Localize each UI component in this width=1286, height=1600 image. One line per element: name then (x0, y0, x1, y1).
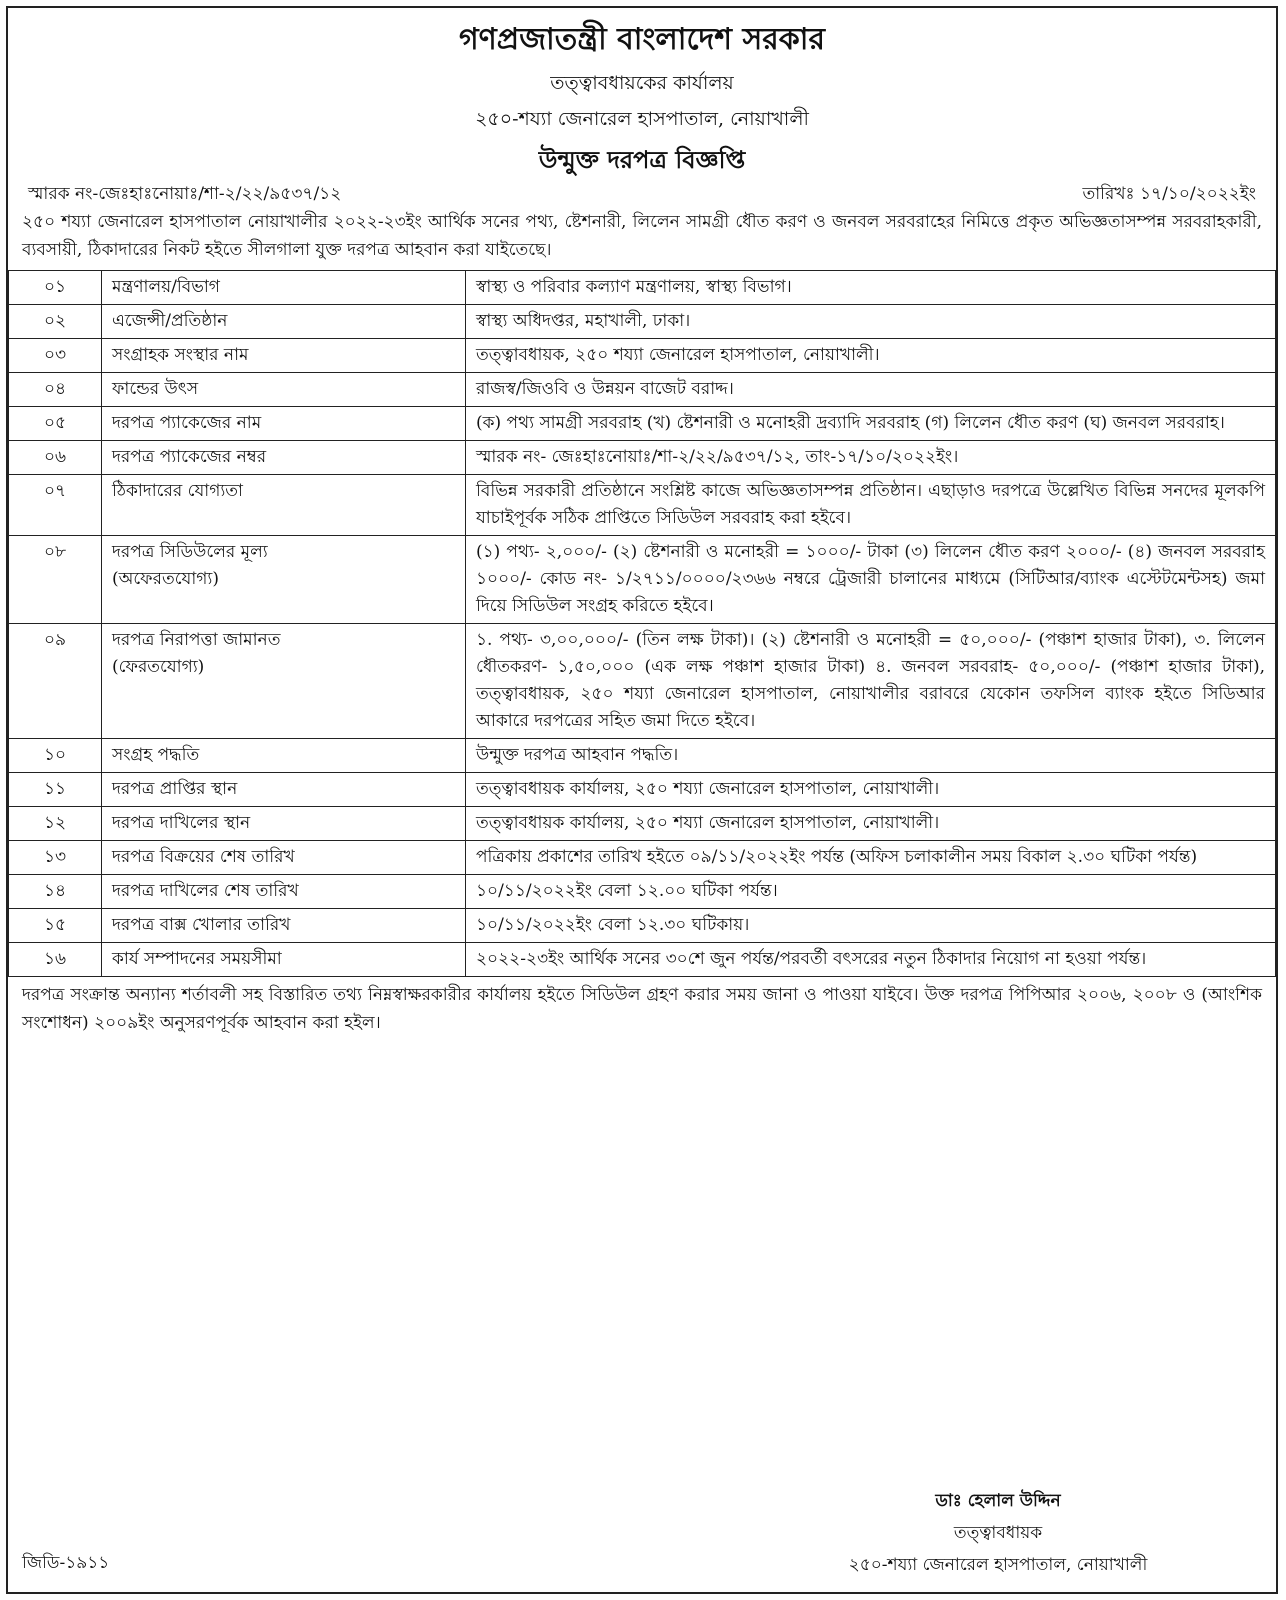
row-label: ফান্ডের উৎস (102, 373, 466, 407)
row-value: (১) পথ্য- ২,০০০/- (২) ষ্টেশনারী ও মনোহরী = ১০০০/- টাকা (৩) লিলেন ধৌত করণ ২০০০/- (৪) জনবল সরবরাহ ১০০০/- কোড নং- ১/২৭১১/০০০০/২৩৬৬ নম্বরে ট্রেজারী চালানের মাধ্যমে (সিটিআর/ব্যাংক এস্টেটমেন্টসহ) জমা দিয়ে সিডিউল সংগ্রহ করিতে হইবে। (466, 536, 1276, 624)
row-value: স্মারক নং- জেঃহাঃনোয়াঃ/শা-২/২২/৯৫৩৭/১২, তাং-১৭/১০/২০২২ইং। (466, 441, 1276, 475)
notice-date: তারিখঃ ১৭/১০/২০২২ইং (1082, 184, 1256, 204)
intro-paragraph: ২৫০ শয্যা জেনারেল হাসপাতাল নোয়াখালীর ২০২২-২৩ইং আর্থিক সনের পথ্য, ষ্টেশনারী, লিলেন সামগ্রী ধৌত করণ ও জনবল সরবরাহের নিমিত্তে প্রকৃত অভিজ্ঞতাসম্পন্ন সরবরাহকারী, ব্যবসায়ী, ঠিকাদারের নিকট হইতে সীলগালা যুক্ত দরপত্র আহবান করা যাইতেছে। (22, 212, 1262, 260)
row-number: ১০ (9, 739, 102, 773)
row-number: ০৩ (9, 339, 102, 373)
table-row (9, 807, 1276, 841)
row-label: এজেন্সী/প্রতিষ্ঠান (102, 305, 466, 339)
row-value: স্বাস্থ্য ও পরিবার কল্যাণ মন্ত্রণালয়, স্বাস্থ্য বিভাগ। (466, 271, 1276, 305)
row-label: দরপত্র সিডিউলের মূল্য (112, 542, 268, 562)
gd-number: জিডি-১৯১১ (22, 1553, 110, 1573)
row-number: ০৭ (9, 475, 102, 536)
notice-title: উন্মুক্ত দরপত্র বিজ্ঞপ্তি (538, 145, 746, 174)
row-label-note: (ফেরতযোগ্য) (112, 657, 205, 677)
row-value: ১. পথ্য- ৩,০০,০০০/- (তিন লক্ষ টাকা)। (২) ষ্টেশনারী ও মনোহরী = ৫০,০০০/- (পঞ্চাশ হাজার টাকা), ৩. লিলেন ধৌতকরণ- ১,৫০,০০০ (এক লক্ষ পঞ্চাশ হাজার টাকা) ৪. জনবল সরবরাহ- ৫০,০০০/- (পঞ্চাশ হাজার টাকা), তত্ত্বাবধায়ক, ২৫০ শয্যা জেনারেল হাসপাতাল, নোয়াখালীর বরাবরে যেকোন তফসিল ব্যাংক হইতে সিডিআর আকারে দরপত্রের সহিত জমা দিতে হইবে। (466, 624, 1276, 739)
table-row (9, 339, 1276, 373)
tender-notice (6, 6, 1278, 1594)
table-row (9, 875, 1276, 909)
reference-row (8, 176, 1276, 206)
row-label: দরপত্র প্যাকেজের নম্বর (102, 441, 466, 475)
row-label: দরপত্র বাক্স খোলার তারিখ (102, 909, 466, 943)
row-number: ০৮ (9, 536, 102, 624)
table-row (9, 271, 1276, 305)
row-label: সংগ্রাহক সংস্থার নাম (102, 339, 466, 373)
row-label-cell (102, 624, 466, 739)
row-label-cell (102, 536, 466, 624)
row-number: ০১ (9, 271, 102, 305)
row-value: তত্ত্বাবধায়ক কার্যালয়, ২৫০ শয্যা জেনারেল হাসপাতাল, নোয়াখালী। (466, 807, 1276, 841)
row-label: দরপত্র দাখিলের শেষ তারিখ (102, 875, 466, 909)
row-value: রাজস্ব/জিওবি ও উন্নয়ন বাজেট বরাদ্দ। (466, 373, 1276, 407)
row-label: কার্য সম্পাদনের সময়সীমা (102, 943, 466, 977)
row-value: ২০২২-২৩ইং আর্থিক সনের ৩০শে জুন পর্যন্ত/পরবর্তী বৎসরের নতুন ঠিকাদার নিয়োগ না হওয়া পর্যন্ত। (466, 943, 1276, 977)
row-label: দরপত্র প্রাপ্তির স্থান (102, 773, 466, 807)
row-label: দরপত্র প্যাকেজের নাম (102, 407, 466, 441)
hospital-name: ২৫০-শয্যা জেনারেল হাসপাতাল, নোয়াখালী (475, 108, 809, 130)
row-label: দরপত্র দাখিলের স্থান (102, 807, 466, 841)
row-label: দরপত্র নিরাপত্তা জামানত (112, 630, 281, 650)
table-row (9, 943, 1276, 977)
table-row (9, 536, 1276, 624)
office-name: তত্ত্বাবধায়কের কার্যালয় (550, 72, 734, 94)
row-number: ১৫ (9, 909, 102, 943)
row-label: সংগ্রহ পদ্ধতি (102, 739, 466, 773)
table-row (9, 773, 1276, 807)
row-value: স্বাস্থ্য অধিদপ্তর, মহাখালী, ঢাকা। (466, 305, 1276, 339)
signatory-designation: তত্ত্বাবধায়ক (953, 1523, 1043, 1543)
memo-number: স্মারক নং-জেঃহাঃনোয়াঃ/শা-২/২২/৯৫৩৭/১২ (28, 184, 342, 204)
government-title: গণপ্রজাতন্ত্রী বাংলাদেশ সরকার (459, 22, 825, 57)
notice-header (8, 20, 1276, 176)
row-label-note: (অফেরতযোগ্য) (112, 569, 219, 589)
row-value: ১০/১১/২০২২ইং বেলা ১২.০০ ঘটিকা পর্যন্ত। (466, 875, 1276, 909)
row-value: (ক) পথ্য সামগ্রী সরবরাহ (খ) ষ্টেশনারী ও মনোহরী দ্রব্যাদি সরবরাহ (গ) লিলেন ধৌত করণ (ঘ) জনবল সরবরাহ। (466, 407, 1276, 441)
table-row (9, 305, 1276, 339)
row-value: ১০/১১/২০২২ইং বেলা ১২.৩০ ঘটিকায়। (466, 909, 1276, 943)
row-number: ০৫ (9, 407, 102, 441)
row-value: তত্ত্বাবধায়ক কার্যালয়, ২৫০ শয্যা জেনারেল হাসপাতাল, নোয়াখালী। (466, 773, 1276, 807)
row-number: ১৩ (9, 841, 102, 875)
table-row (9, 373, 1276, 407)
row-number: ১৪ (9, 875, 102, 909)
row-label: মন্ত্রণালয়/বিভাগ (102, 271, 466, 305)
tender-details-table (8, 270, 1276, 977)
row-value: বিভিন্ন সরকারী প্রতিষ্ঠানে সংশ্লিষ্ট কাজে অভিজ্ঞতাসম্পন্ন প্রতিষ্ঠান। এছাড়াও দরপত্রে উল্লেখিত বিভিন্ন সনদের মূলকপি যাচাইপূর্বক সঠিক প্রাপ্তিতে সিডিউল সরবরাহ করা হইবে। (466, 475, 1276, 536)
signatory-office: ২৫০-শয্যা জেনারেল হাসপাতাল, নোয়াখালী (848, 1555, 1148, 1575)
table-row (9, 841, 1276, 875)
row-number: ১২ (9, 807, 102, 841)
row-number: ০২ (9, 305, 102, 339)
row-number: ০৯ (9, 624, 102, 739)
table-row (9, 624, 1276, 739)
row-number: ০৬ (9, 441, 102, 475)
row-number: ১৬ (9, 943, 102, 977)
row-value: পত্রিকায় প্রকাশের তারিখ হইতে ০৯/১১/২০২২ইং পর্যন্ত (অফিস চলাকালীন সময় বিকাল ২.৩০ ঘটিকা পর্যন্ত) (466, 841, 1276, 875)
table-row (9, 909, 1276, 943)
row-number: ১১ (9, 773, 102, 807)
table-row (9, 739, 1276, 773)
row-label: ঠিকাদারের যোগ্যতা (102, 475, 466, 536)
row-label: দরপত্র বিক্রয়ের শেষ তারিখ (102, 841, 466, 875)
table-row (9, 407, 1276, 441)
row-value: তত্ত্বাবধায়ক, ২৫০ শয্যা জেনারেল হাসপাতাল, নোয়াখালী। (466, 339, 1276, 373)
table-row (9, 441, 1276, 475)
closing-paragraph: দরপত্র সংক্রান্ত অন্যান্য শর্তাবলী সহ বিস্তারিত তথ্য নিম্নস্বাক্ষরকারীর কার্যালয় হইতে সিডিউল গ্রহণ করার সময় জানা ও পাওয়া যাইবে। উক্ত দরপত্র পিপিআর ২০০৬, ২০০৮ ও (আংশিক সংশোধন) ২০০৯ইং অনুসরণপূর্বক আহবান করা হইল। (22, 985, 1262, 1033)
table-row (9, 475, 1276, 536)
signatory-name: ডাঃ হেলাল উদ্দিন (935, 1491, 1061, 1511)
row-value: উন্মুক্ত দরপত্র আহবান পদ্ধতি। (466, 739, 1276, 773)
row-number: ০৪ (9, 373, 102, 407)
